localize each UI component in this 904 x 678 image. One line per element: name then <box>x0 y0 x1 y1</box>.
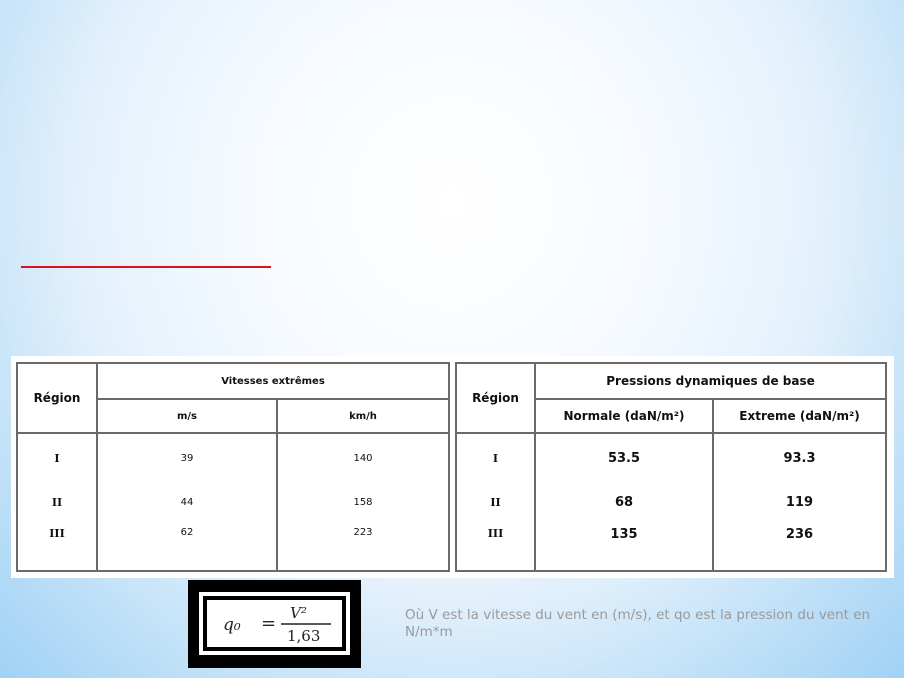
region-header: Région <box>456 363 535 433</box>
extreme-cell: 93.3 <box>713 433 886 483</box>
col-normal-header: Normale (daN/m²) <box>535 399 713 433</box>
table-row <box>17 483 449 521</box>
normal-cell: 53.5 <box>535 433 713 483</box>
tables-panel <box>11 356 894 578</box>
formula-denominator: 1,63 <box>287 627 321 645</box>
table-row <box>456 521 886 571</box>
region-cell: III <box>17 521 97 571</box>
kmh-cell: 223 <box>277 521 449 571</box>
kmh-cell: 158 <box>277 483 449 521</box>
wind-speed-table <box>16 362 450 572</box>
dynamic-pressure-table <box>455 362 887 572</box>
pressure-group-header: Pressions dynamiques de base <box>535 363 886 399</box>
col-kmh-header: km/h <box>277 399 449 433</box>
table-row <box>17 521 449 571</box>
normal-cell: 68 <box>535 483 713 521</box>
table-row <box>456 483 886 521</box>
kmh-cell: 140 <box>277 433 449 483</box>
region-cell: II <box>456 483 535 521</box>
speed-group-header: Vitesses extrêmes <box>97 363 449 399</box>
region-cell: I <box>456 433 535 483</box>
formula-numerator: V² <box>290 604 307 622</box>
table-row <box>17 433 449 483</box>
formula-equals: = <box>261 613 277 634</box>
region-cell: I <box>17 433 97 483</box>
region-header: Région <box>17 363 97 433</box>
ms-cell: 39 <box>97 433 277 483</box>
col-extreme-header: Extreme (daN/m²) <box>713 399 886 433</box>
ms-cell: 44 <box>97 483 277 521</box>
formula-svg <box>207 600 342 647</box>
region-cell: II <box>17 483 97 521</box>
formula-caption: Où V est la vitesse du vent en (m/s), et qo est la pression du vent en N/m*m <box>405 607 871 640</box>
normal-cell: 135 <box>535 521 713 571</box>
title-underline <box>21 266 271 268</box>
table-row <box>456 433 886 483</box>
ms-cell: 62 <box>97 521 277 571</box>
region-cell: III <box>456 521 535 571</box>
formula-image <box>188 580 361 668</box>
extreme-cell: 119 <box>713 483 886 521</box>
formula-lhs: q₀ <box>223 615 241 635</box>
extreme-cell: 236 <box>713 521 886 571</box>
col-ms-header: m/s <box>97 399 277 433</box>
